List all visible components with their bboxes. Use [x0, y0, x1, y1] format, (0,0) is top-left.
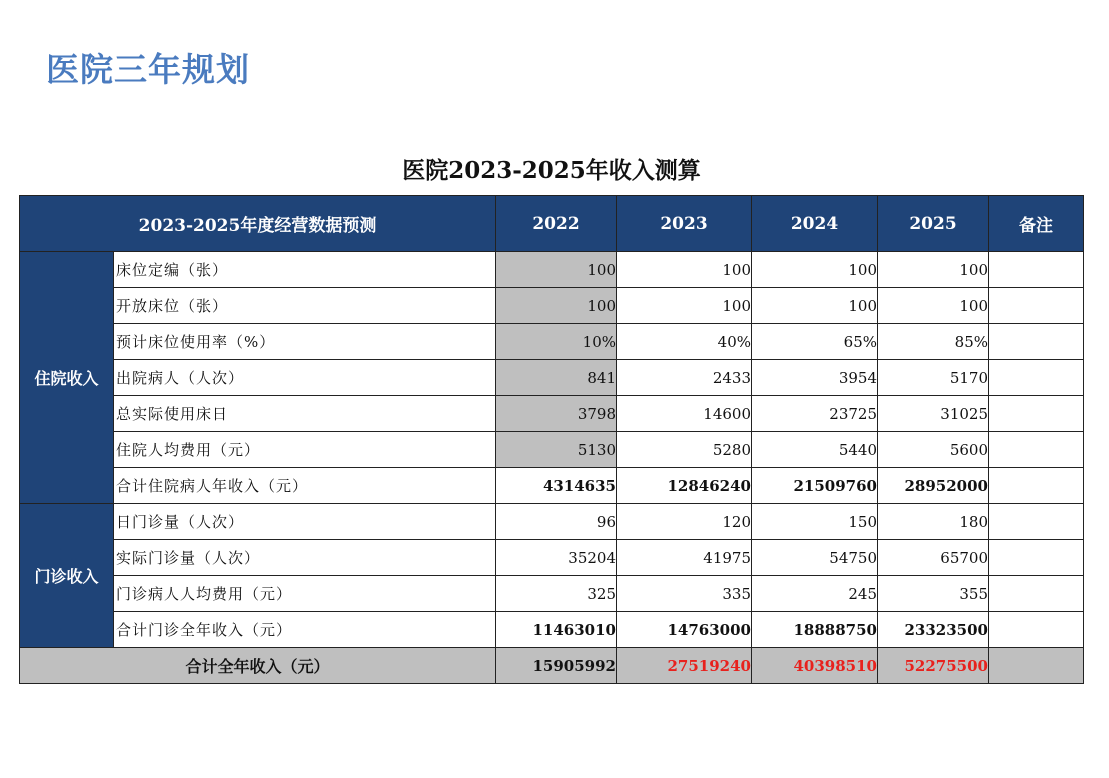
- cell-2022: 841: [496, 360, 617, 396]
- cell-2022: 5130: [496, 432, 617, 468]
- total-label: 合计全年收入（元）: [20, 648, 496, 684]
- header-row: [20, 196, 1084, 252]
- cell-2023: 40%: [617, 324, 752, 360]
- table-row-subtotal: [20, 468, 1084, 504]
- cell-2022: 3798: [496, 396, 617, 432]
- cell-2023: 41975: [617, 540, 752, 576]
- cell-2025: 65700: [878, 540, 989, 576]
- cell-2025: 5170: [878, 360, 989, 396]
- table-row: [20, 324, 1084, 360]
- row-label: 日门诊量（人次）: [114, 504, 496, 540]
- cell-2025: 355: [878, 576, 989, 612]
- row-label: 出院病人（人次）: [114, 360, 496, 396]
- cell-2025: 5600: [878, 432, 989, 468]
- cell-2022: 10%: [496, 324, 617, 360]
- table-row-subtotal: [20, 612, 1084, 648]
- cell-2022: 4314635: [496, 468, 617, 504]
- cell-2025: 85%: [878, 324, 989, 360]
- cell-remark: [989, 360, 1084, 396]
- total-2023: 27519240: [617, 648, 752, 684]
- cell-2025: 28952000: [878, 468, 989, 504]
- header-year-2022: 2022: [496, 196, 617, 252]
- cell-remark: [989, 576, 1084, 612]
- total-2024: 40398510: [752, 648, 878, 684]
- header-year-2025: 2025: [878, 196, 989, 252]
- cell-2024: 65%: [752, 324, 878, 360]
- cell-2025: 100: [878, 288, 989, 324]
- header-category: 2023-2025年度经营数据预测: [20, 196, 496, 252]
- table-row: [20, 540, 1084, 576]
- header-year-2023: 2023: [617, 196, 752, 252]
- cell-2022: 325: [496, 576, 617, 612]
- table-title: 医院2023-2025年收入测算: [402, 157, 701, 184]
- cell-remark: [989, 288, 1084, 324]
- cell-2022: 96: [496, 504, 617, 540]
- cell-2023: 100: [617, 288, 752, 324]
- group-label-inpatient: 住院收入: [20, 252, 114, 504]
- cell-remark: [989, 612, 1084, 648]
- cell-remark: [989, 540, 1084, 576]
- row-label: 实际门诊量（人次）: [114, 540, 496, 576]
- row-label: 门诊病人人均费用（元）: [114, 576, 496, 612]
- header-remark: 备注: [989, 196, 1084, 252]
- cell-2023: 14763000: [617, 612, 752, 648]
- total-2022: 15905992: [496, 648, 617, 684]
- table-row: [20, 576, 1084, 612]
- cell-remark: [989, 252, 1084, 288]
- table-row: [20, 396, 1084, 432]
- row-label: 住院人均费用（元）: [114, 432, 496, 468]
- table-row: [20, 432, 1084, 468]
- cell-2023: 5280: [617, 432, 752, 468]
- cell-2024: 21509760: [752, 468, 878, 504]
- row-label: 总实际使用床日: [114, 396, 496, 432]
- cell-2024: 245: [752, 576, 878, 612]
- row-label: 预计床位使用率（%）: [114, 324, 496, 360]
- cell-2023: 2433: [617, 360, 752, 396]
- total-remark: [989, 648, 1084, 684]
- cell-remark: [989, 504, 1084, 540]
- cell-2023: 14600: [617, 396, 752, 432]
- page-title: 医院三年规划: [46, 50, 250, 89]
- cell-2024: 150: [752, 504, 878, 540]
- cell-2022: 11463010: [496, 612, 617, 648]
- table-row: [20, 360, 1084, 396]
- group-label-outpatient: 门诊收入: [20, 504, 114, 648]
- cell-2023: 12846240: [617, 468, 752, 504]
- table-row-total: [20, 648, 1084, 684]
- cell-remark: [989, 432, 1084, 468]
- cell-remark: [989, 324, 1084, 360]
- table-row: [20, 504, 1084, 540]
- table-row: [20, 288, 1084, 324]
- row-label: 合计门诊全年收入（元）: [114, 612, 496, 648]
- cell-remark: [989, 468, 1084, 504]
- cell-2023: 335: [617, 576, 752, 612]
- cell-remark: [989, 396, 1084, 432]
- cell-2025: 23323500: [878, 612, 989, 648]
- cell-2024: 3954: [752, 360, 878, 396]
- cell-2025: 180: [878, 504, 989, 540]
- cell-2024: 18888750: [752, 612, 878, 648]
- total-2025: 52275500: [878, 648, 989, 684]
- row-label: 开放床位（张）: [114, 288, 496, 324]
- cell-2022: 100: [496, 288, 617, 324]
- row-label: 合计住院病人年收入（元）: [114, 468, 496, 504]
- cell-2022: 100: [496, 252, 617, 288]
- row-label: 床位定编（张）: [114, 252, 496, 288]
- cell-2022: 35204: [496, 540, 617, 576]
- cell-2024: 23725: [752, 396, 878, 432]
- cell-2024: 100: [752, 288, 878, 324]
- cell-2024: 54750: [752, 540, 878, 576]
- cell-2024: 5440: [752, 432, 878, 468]
- table-row: [20, 252, 1084, 288]
- cell-2023: 100: [617, 252, 752, 288]
- revenue-table: [19, 195, 1084, 684]
- cell-2023: 120: [617, 504, 752, 540]
- cell-2025: 31025: [878, 396, 989, 432]
- cell-2024: 100: [752, 252, 878, 288]
- cell-2025: 100: [878, 252, 989, 288]
- header-year-2024: 2024: [752, 196, 878, 252]
